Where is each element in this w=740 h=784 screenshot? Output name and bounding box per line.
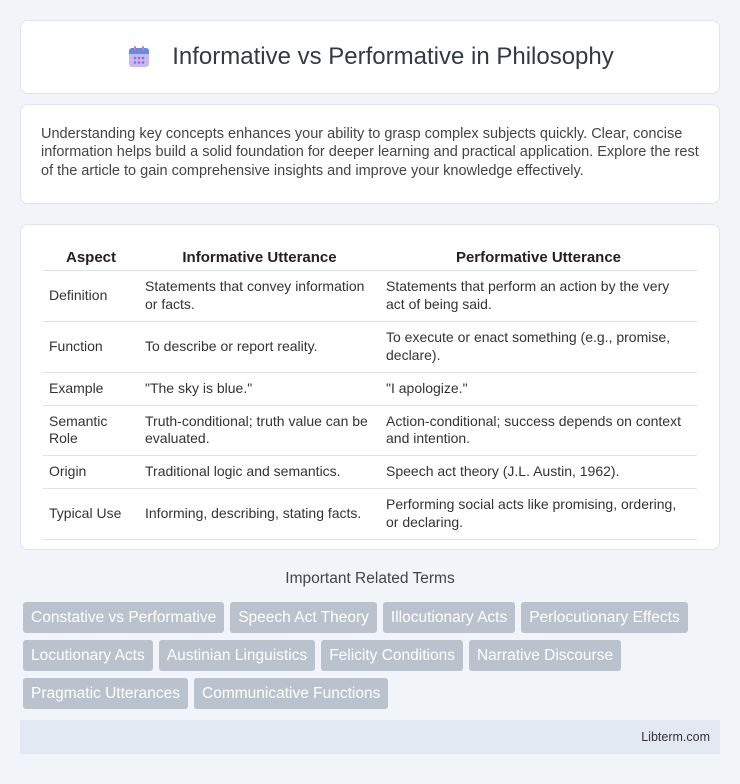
row-performative: To execute or enact something (e.g., promise, declare). (380, 322, 697, 373)
table-row (43, 489, 697, 540)
row-aspect: Definition (43, 271, 139, 322)
footer-site-link[interactable]: Libterm.com (641, 730, 710, 744)
tag-austinian-linguistics[interactable]: Austinian Linguistics (159, 640, 315, 671)
row-informative: Traditional logic and semantics. (139, 456, 380, 489)
related-terms-heading: Important Related Terms (285, 570, 455, 587)
table-row (43, 322, 697, 373)
tag-perlocutionary-effects[interactable]: Perlocutionary Effects (521, 602, 687, 633)
row-aspect: Example (43, 373, 139, 406)
intro-paragraph: Understanding key concepts enhances your ability to grasp complex subjects quickly. Clear, concise information helps build a solid foundation for deeper learning and practical application. Explore the rest of the article to gain comprehensive insights and improve your knowledge effectively. (41, 126, 699, 179)
column-header-informative: Informative Utterance (139, 243, 380, 271)
row-performative: "I apologize." (380, 373, 697, 406)
header-card (20, 20, 720, 94)
row-informative: Informing, describing, stating facts. (139, 489, 380, 540)
calendar-icon (126, 44, 152, 70)
column-header-aspect: Aspect (43, 243, 139, 271)
tag-constative-vs-performative[interactable]: Constative vs Performative (23, 602, 224, 633)
table-row (43, 456, 697, 489)
tag-felicity-conditions[interactable]: Felicity Conditions (321, 640, 463, 671)
row-informative: To describe or report reality. (139, 322, 380, 373)
tag-communicative-functions[interactable]: Communicative Functions (194, 678, 388, 709)
tag-locutionary-acts[interactable]: Locutionary Acts (23, 640, 153, 671)
row-performative: Action-conditional; success depends on context and intention. (380, 406, 697, 457)
table-row (43, 406, 697, 457)
tag-narrative-discourse[interactable]: Narrative Discourse (469, 640, 621, 671)
row-performative: Speech act theory (J.L. Austin, 1962). (380, 456, 697, 489)
table-header-row (43, 243, 697, 271)
row-informative: Truth-conditional; truth value can be evaluated. (139, 406, 380, 457)
row-aspect: Origin (43, 456, 139, 489)
comparison-table (43, 243, 697, 540)
row-informative: Statements that convey information or facts. (139, 271, 380, 322)
row-performative: Statements that perform an action by the very act of being said. (380, 271, 697, 322)
tag-speech-act-theory[interactable]: Speech Act Theory (230, 602, 377, 633)
title-wrap (126, 43, 614, 71)
related-terms-tags (23, 602, 723, 709)
table-row (43, 271, 697, 322)
page-title: Informative vs Performative in Philosophy (172, 43, 614, 70)
intro-card (20, 104, 720, 204)
row-performative: Performing social acts like promising, ordering, or declaring. (380, 489, 697, 540)
row-aspect: Typical Use (43, 489, 139, 540)
row-informative: "The sky is blue." (139, 373, 380, 406)
row-aspect: Semantic Role (43, 406, 139, 457)
tag-pragmatic-utterances[interactable]: Pragmatic Utterances (23, 678, 188, 709)
column-header-performative: Performative Utterance (380, 243, 697, 271)
row-aspect: Function (43, 322, 139, 373)
tag-illocutionary-acts[interactable]: Illocutionary Acts (383, 602, 515, 633)
table-row (43, 373, 697, 406)
comparison-table-card (20, 224, 720, 550)
footer (20, 720, 720, 754)
